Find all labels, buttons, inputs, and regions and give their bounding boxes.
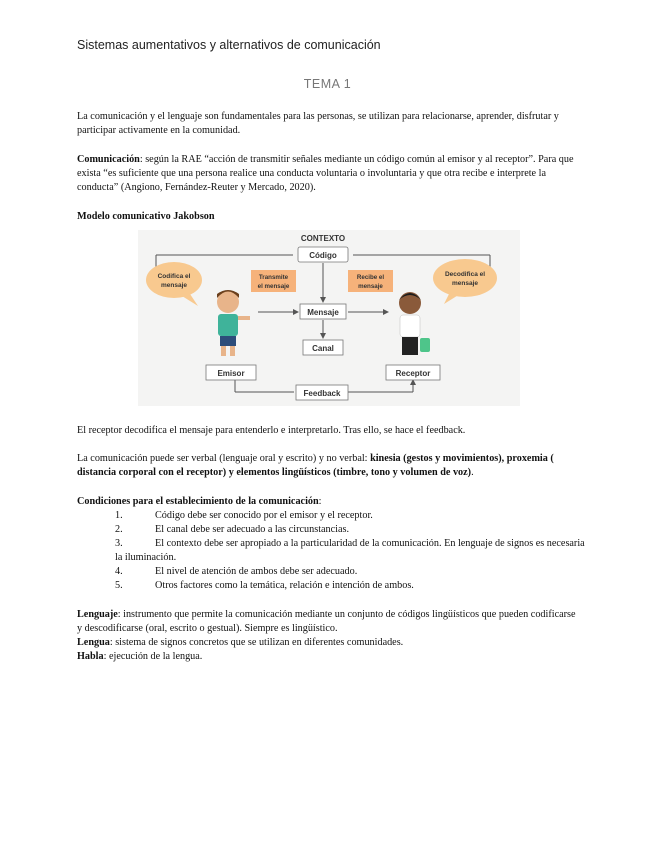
condiciones-title bbox=[77, 495, 582, 509]
condiciones-colon: : bbox=[318, 496, 322, 507]
contexto-label: CONTEXTO bbox=[300, 234, 346, 243]
jakobson-diagram bbox=[138, 230, 520, 406]
decodifica-line1: Decodifica el bbox=[444, 271, 486, 278]
comunicacion-term: Comunicación bbox=[77, 154, 140, 165]
codigo-label: Código bbox=[309, 251, 337, 260]
decodifica-line2: mensaje bbox=[451, 280, 479, 287]
codifica-bubble bbox=[146, 262, 202, 298]
condicion-item bbox=[115, 537, 585, 565]
recibe-line2: mensaje bbox=[358, 283, 383, 290]
condicion-text: El canal debe ser adecuado a las circunstancias. bbox=[155, 524, 350, 535]
lenguaje-text: : instrumento que permite la comunicación mediante un conjunto de códigos lingüísticos que pueden codificarse y descodificarse (oral, escrito o gestual). Siempre es lingüístico. bbox=[77, 609, 576, 634]
modelo-title-text: Modelo comunicativo Jakobson bbox=[77, 211, 215, 222]
canal-label: Canal bbox=[312, 344, 334, 353]
recibe-line1: Recibe el bbox=[356, 274, 385, 281]
condicion-item bbox=[115, 509, 585, 523]
habla-definition bbox=[77, 650, 582, 664]
condicion-item bbox=[115, 565, 585, 579]
codifica-line1: Codifica el bbox=[157, 273, 191, 280]
receptor-figure-icon bbox=[399, 292, 430, 355]
feedback-label: Feedback bbox=[303, 389, 341, 398]
comunicacion-text: : según la RAE “acción de transmitir señales mediante un código común al emisor y al receptor”. Para que exista “es suficiente que una persona realice una conducta voluntaria o involuntaria y que otra recibe e interprete la conducta” (Angiono, Fernández-Reuter y Mercado, 2020). bbox=[77, 154, 574, 193]
verbal-pre: La comunicación puede ser verbal (lenguaje oral y escrito) y no verbal: bbox=[77, 453, 371, 464]
topic-title: TEMA 1 bbox=[303, 77, 352, 91]
lenguaje-term: Lenguaje bbox=[77, 609, 118, 620]
comunicacion-definition bbox=[77, 153, 582, 195]
emisor-figure-icon bbox=[217, 290, 250, 356]
decodifica-bubble bbox=[433, 259, 497, 297]
modelo-title bbox=[77, 210, 582, 224]
intro-paragraph: La comunicación y el lenguaje son fundamentales para las personas, se utilizan para relacionarse, aprender, disfrutar y participar activamente en la comunidad. bbox=[77, 111, 559, 136]
condicion-num: 1. bbox=[115, 510, 123, 521]
condicion-num: 2. bbox=[115, 524, 123, 535]
lengua-term: Lengua bbox=[77, 637, 110, 648]
verbal-paragraph bbox=[77, 452, 582, 480]
emisor-label: Emisor bbox=[217, 369, 245, 378]
condicion-num: 3. bbox=[115, 538, 123, 549]
lengua-definition bbox=[77, 636, 582, 650]
receptor-label: Receptor bbox=[395, 369, 431, 378]
mensaje-label: Mensaje bbox=[307, 308, 339, 317]
condicion-num: 4. bbox=[115, 566, 123, 577]
condicion-text: Otros factores como la temática, relación e intención de ambos. bbox=[155, 580, 414, 591]
lengua-text: : sistema de signos concretos que se utilizan en diferentes comunidades. bbox=[109, 637, 404, 648]
verbal-bold: kinesia (gestos y movimientos), proxemia ( distancia corporal con el receptor) y elementos lingüísticos (timbre, tono y volumen de voz) bbox=[77, 453, 554, 478]
condicion-item bbox=[115, 523, 585, 537]
verbal-post: . bbox=[471, 467, 474, 478]
condicion-item bbox=[115, 579, 585, 593]
condicion-num: 5. bbox=[115, 580, 123, 591]
transmite-line1: Transmite bbox=[258, 274, 289, 281]
transmite-line2: el mensaje bbox=[257, 283, 290, 290]
codifica-line2: mensaje bbox=[160, 282, 188, 289]
condiciones-title-text: Condiciones para el establecimiento de la comunicación bbox=[77, 496, 319, 507]
habla-term: Habla bbox=[77, 651, 104, 662]
habla-text: : ejecución de la lengua. bbox=[103, 651, 203, 662]
receptor-paragraph: El receptor decodifica el mensaje para entenderlo e interpretarlo. Tras ello, se hace el feedback. bbox=[77, 425, 466, 436]
condicion-text: Código debe ser conocido por el emisor y el receptor. bbox=[155, 510, 373, 521]
lenguaje-definition bbox=[77, 608, 582, 636]
condicion-text: El contexto debe ser apropiado a la particularidad de la comunicación. En lenguaje de signos es necesaria la iluminación. bbox=[115, 538, 585, 563]
document-header: Sistemas aumentativos y alternativos de comunicación bbox=[77, 38, 381, 52]
condicion-text: El nivel de atención de ambos debe ser adecuado. bbox=[155, 566, 358, 577]
